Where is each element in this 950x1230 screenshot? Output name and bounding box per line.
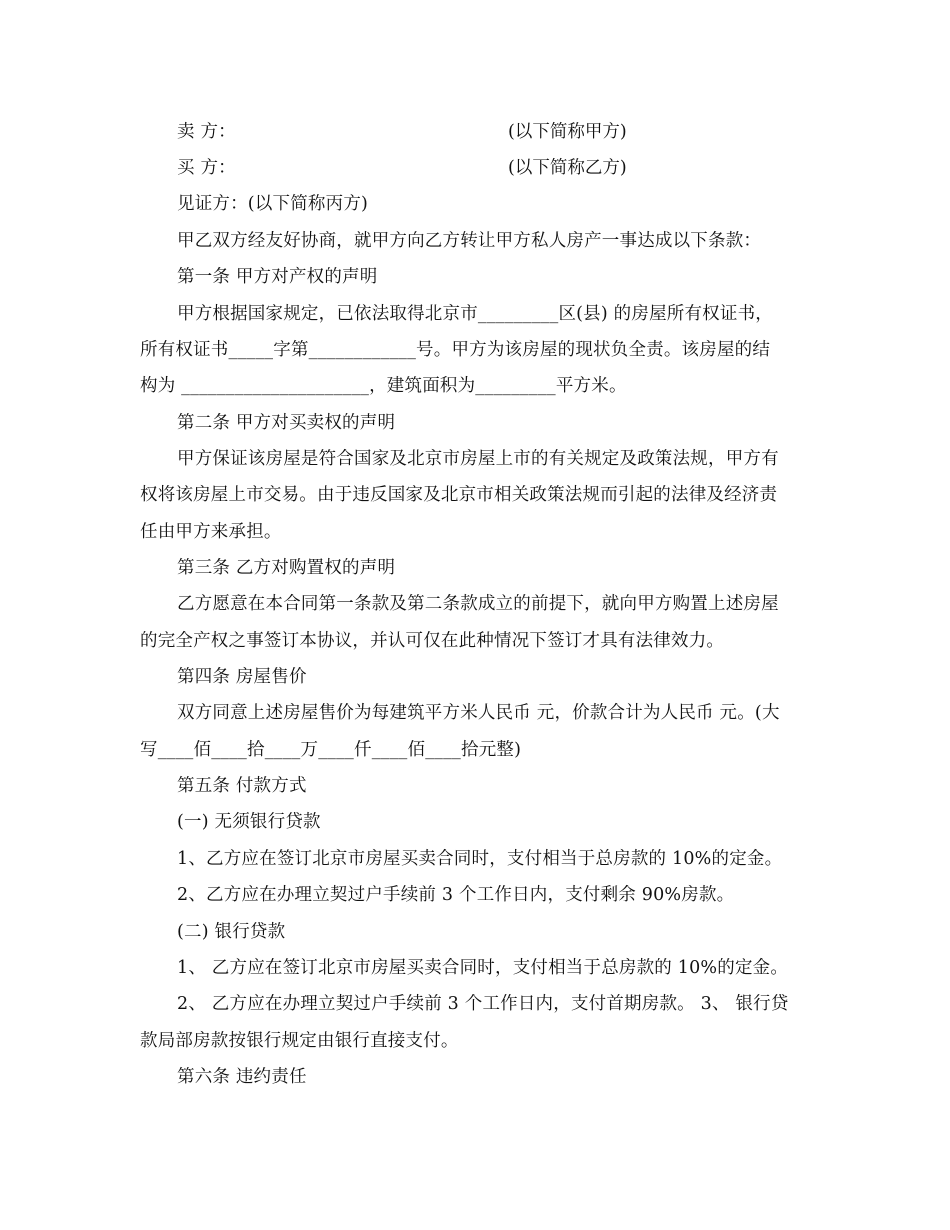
article5-subsection1-item1: 1、乙方应在签订北京市房屋买卖合同时，支付相当于总房款的 10%的定金。 (177, 849, 783, 869)
intro-paragraph: 甲乙双方经友好协商，就甲方向乙方转让甲方私人房产一事达成以下条款： (177, 231, 762, 251)
article5-subsection1-title: (一) 无须银行贷款 (177, 812, 321, 832)
article3-paragraph-line2: 的完全产权之事签订本协议，并认可仅在此种情况下签订才具有法律效力。 (140, 631, 725, 651)
article5-subsection2-item2-line1: 2、 乙方应在办理立契过户手续前 3 个工作日内，支付首期房款。 3、 银行贷 (177, 994, 789, 1014)
article2-paragraph-line3: 任由甲方来承担。 (140, 522, 282, 542)
article4-paragraph-line2: 写____佰____拾____万____仟____佰____拾元整) (140, 740, 522, 760)
article5-title: 第五条 付款方式 (177, 776, 307, 796)
article1-paragraph-line1: 甲方根据国家规定，已依法取得北京市_________区(县) 的房屋所有权证书， (177, 304, 773, 324)
article4-paragraph-line1: 双方同意上述房屋售价为每建筑平方米人民币 元，价款合计为人民币 元。(大 (177, 703, 780, 723)
article2-paragraph-line1: 甲方保证该房屋是符合国家及北京市房屋上市的有关规定及政策法规，甲方有 (177, 449, 779, 469)
article3-title: 第三条 乙方对购置权的声明 (177, 558, 396, 578)
article2-title: 第二条 甲方对买卖权的声明 (177, 413, 396, 433)
article1-paragraph-line3: 构为 _____________________，建筑面积为_________平方米。 (140, 376, 627, 396)
article6-title: 第六条 违约责任 (177, 1067, 307, 1087)
article2-paragraph-line2: 权将该房屋上市交易。由于违反国家及北京市相关政策法规而引起的法律及经济责 (140, 485, 778, 505)
seller-label: 卖 方： (177, 122, 236, 142)
article5-subsection2-title: (二) 银行贷款 (177, 922, 286, 942)
witness-line: 见证方：(以下简称丙方) (177, 194, 369, 214)
buyer-note: (以下简称乙方) (508, 158, 627, 178)
article5-subsection2-item2-line2: 款局部房款按银行规定由银行直接支付。 (140, 1031, 459, 1051)
buyer-label: 买 方： (177, 158, 236, 178)
article5-subsection1-item2: 2、乙方应在办理立契过户手续前 3 个工作日内，支付剩余 90%房款。 (177, 885, 735, 905)
article1-title: 第一条 甲方对产权的声明 (177, 267, 378, 287)
article3-paragraph-line1: 乙方愿意在本合同第一条款及第二条款成立的前提下，就向甲方购置上述房屋 (177, 594, 779, 614)
article1-paragraph-line2: 所有权证书_____字第____________号。甲方为该房屋的现状负全责。该房屋的结 (140, 340, 771, 360)
article5-subsection2-item1: 1、 乙方应在签订北京市房屋买卖合同时，支付相当于总房款的 10%的定金。 (177, 958, 789, 978)
article4-title: 第四条 房屋售价 (177, 667, 307, 687)
seller-note: (以下简称甲方) (508, 122, 627, 142)
